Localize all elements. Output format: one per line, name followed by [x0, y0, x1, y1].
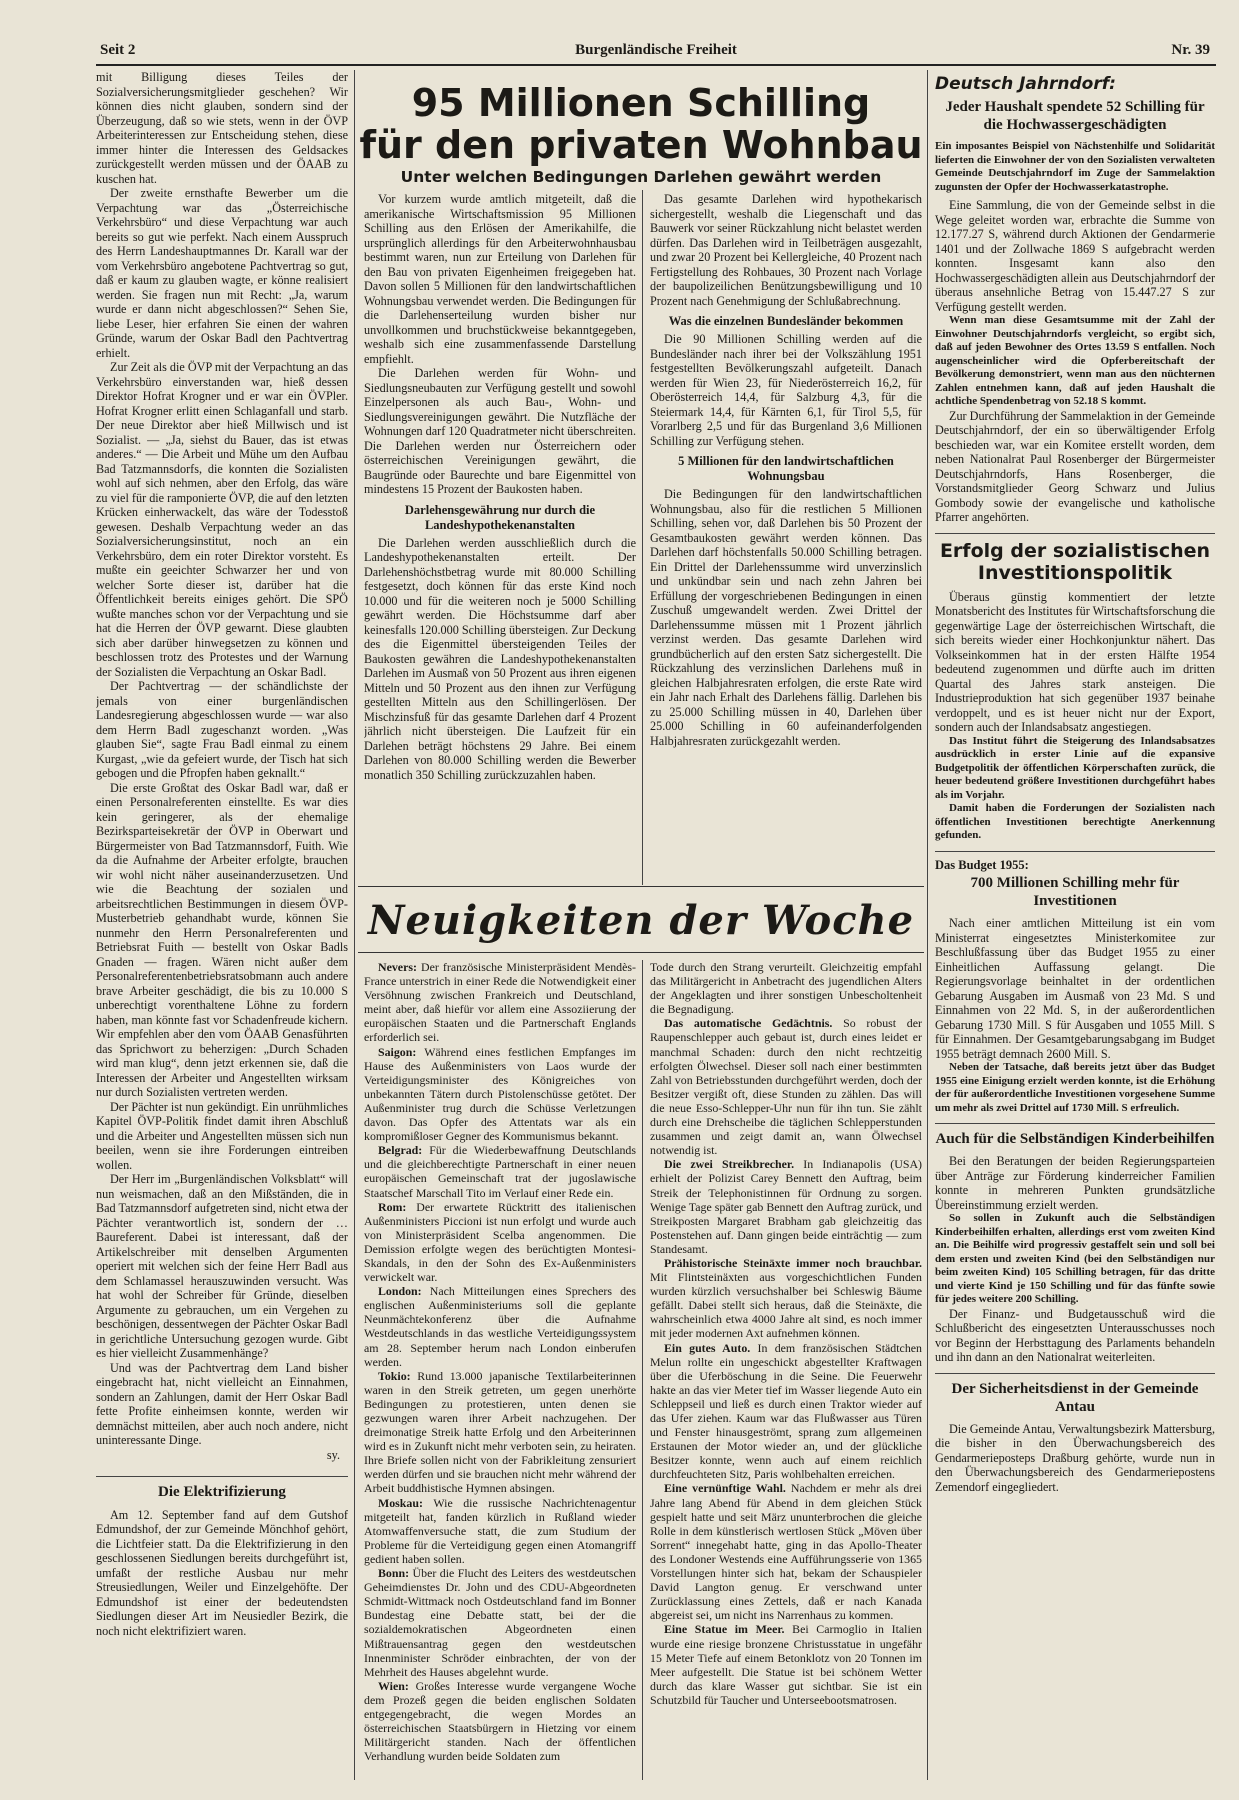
antau-title: Der Sicherheitsdienst in der Gemeinde Antau: [951, 1380, 1199, 1415]
jahrndorf-lead: Ein imposantes Beispiel von Nächstenhilfe und Solidarität lieferten die Einwohner der von den Sozialisten verwalteten Gemeinde Deutschjahrndorf im Zuge der Sammelaktion zugunsten der Opfer der Hochwasserkatastrophe.: [935, 140, 1215, 193]
section-rule: [358, 886, 924, 887]
news-item-text: Nach Mitteilungen eines Sprechers des englischen Außenministeriums soll die geplante Neunmächtekonferenz über die Aufnahme Westdeutschlands in das westliche Verteidigungssystem am 28. September herum nach London einberufen werden.: [364, 1284, 636, 1369]
news-item-text: Bei Carmoglio in Italien wurde eine riesige bronzene Christusstatue in ungefähr 15 Meter Tiefe auf einem Betonklotz von 20 Tonnen im Meer aufgestellt. Die Statue ist bei schönem Wetter durch das klare Wasser gut sichtbar. Sie ist ein Schutzbild für Taucher und Unterseebootsmatrosen.: [650, 1622, 922, 1707]
news-item: [650, 1157, 922, 1256]
column-rule: [354, 70, 355, 1780]
elektrifizierung-text: Am 12. September fand auf dem Gutshof Edmundshof, der zur Gemeinde Mönchhof gehört, die Lichtfeier statt. Da die Elektrifizierung in den geschlossenen Siedlungen bereits durchgeführt ist, umfaßt der restliche Ausbau nur mehr Streusiedlungen, Weiler und Einzelgehöfte. Der Edmundshof ist einer der bedeutendsten Siedlungen dieser Art im Neusiedler Bezirk, die noch nicht elektrifiziert waren.: [96, 1507, 348, 1638]
news-item-lead: Das automatische Gedächtnis.: [664, 1016, 844, 1031]
wohnbau-subheading: Darlehensgewährung nur durch die Landeshypothekenanstalten: [404, 502, 596, 532]
article-paragraph: Nach einer amtlichen Mitteilung ist ein vom Ministerrat eingesetztes Ministerkomitee zur Beschlußfassung über das Budget 1955 zu einer Einheitlichen Auffassung gelangt. Die Regierungsvorlage beinhaltet in der ordentlichen Gebarung Ausgaben im Ausmaß von 23 Md. S und Einnahmen von 22 Md. S, in der außerordentlichen Gebarung 1730 Mill. S für Ausgaben und 1055 Mill. S für Einnahmen. Der Gesamtgebarungsabgang im Budget 1955 beträgt demnach 2600 Mill. S.: [935, 916, 1215, 1061]
news-item-text: Tode durch den Strang verurteilt. Gleichzeitig empfahl das Militärgericht in Anbetracht des jugendlichen Alters der Angeklagten und ihrer sonstigen Unbescholtenheit die Begnadigung.: [650, 960, 922, 1017]
news-item-lead: Eine vernünftige Wahl.: [664, 1481, 791, 1496]
news-item-text: Für die Wiederbewaffnung Deutschlands und die gleichberechtigte Partnerschaft in einer neuen europäischen Gemeinschaft trat der jugoslawische Staatschef Marschall Tito im Verlauf einer Rede ein.: [364, 1143, 636, 1200]
article-paragraph: Der Pächter ist nun gekündigt. Ein unrühmliches Kapitel ÖVP-Politik findet damit ihren Abschluß und die Arbeiter und Angestellten müssen sich nun beeilen, wenn sie ihre Forderungen eintreiben wollen.: [96, 1099, 348, 1172]
wohnbau-column-1: [364, 192, 636, 882]
section-rule: [935, 533, 1215, 534]
neuigkeiten-column-2: [650, 960, 922, 1780]
news-item: [650, 1481, 922, 1622]
article-paragraph: Die 90 Millionen Schilling werden auf die Bundesländer nach ihrer bei der Volkszählung 1951 festgestellten Bevölkerungszahl aufgeteilt. Danach werden für Wien 23, für Niederösterreich 16,2, für Oberösterreich 14,4, für Salzburg 4,3, für die Steiermark 14,4, für Kärnten 6,1, für Tirol 5,5, für Vorarlberg 2,5 und für das Burgenland 3,6 Millionen Schilling zur Verfügung stehen.: [650, 332, 922, 448]
wohnbau-subtitle: Unter welchen Bedingungen Darlehen gewährt werden: [400, 168, 882, 186]
news-item-text: So robust der Raupenschlepper auch gebaut ist, durch eines leidet er manchmal Schaden: durch den nicht rechtzeitig erfolgten Ölwechsel. Dieser soll nach einer bestimmten Zahl von Betriebsstunden durchgeführt werden, doch der Besitzer vergißt oft, diese Stunden zu zählen. Das will die neue Esso-Schlepper-Uhr nun für ihn tun. Sie zählt durch eine Drehscheibe die täglichen Schlepperstunden zusammen und zeigt damit an, wann Ölwechsel notwendig ist.: [650, 1016, 922, 1158]
news-item: [650, 1016, 922, 1157]
page-header: [96, 38, 1216, 64]
erfolg-title: Erfolg der sozialistischen Investitionspolitik: [939, 539, 1211, 584]
neuigkeiten-column-1: [364, 960, 636, 1780]
jahrndorf-kicker: Deutsch Jahrndorf:: [935, 74, 1116, 94]
article-paragraph: Das gesamte Darlehen wird hypothekarisch sichergestellt, weshalb die Liegenschaft und das Bauwerk vor seiner Rückzahlung nicht belastet werden dürfen. Das Darlehen wird in Teilbeträgen ausgezahlt, und zwar 20 Prozent bei Kellergleiche, 40 Prozent nach Fertigstellung des Rohbaues, 30 Prozent nach Vorlage der baupolizeilichen Benützungsbewilligung und 10 Prozent nach Genehmigung der Schlußabrechnung.: [650, 192, 922, 308]
article-paragraph: Neben der Tatsache, daß bereits jetzt über das Budget 1955 eine Einigung erzielt werden konnte, ist die Erhöhung der für außerordentliche Investitionen vorgesehene Summe um mehr als zwei Drittel auf 1730 Mill. S erfreulich.: [935, 1061, 1215, 1114]
news-item-lead: Belgrad:: [378, 1143, 430, 1158]
section-rule: [358, 952, 924, 953]
left-column: [96, 70, 348, 1720]
elektrifizierung-title: Die Elektrifizierung: [158, 1484, 286, 1500]
news-item-text: Während eines festlichen Empfanges im Hause des Außenministers von Laos wurde der Verteidigungsminister des Königreiches von unbekannten Tätern durch Pistolenschüsse getötet. Der Außenminister trug durch die Schüsse Verletzungen davon. Das Opfer des Attentats war als ein kompromißloser Gegner des Kommunismus bekannt.: [364, 1044, 636, 1144]
news-item-text: Der französische Ministerpräsident Mendès-France unterstrich in einer Rede die Notwendigkeit einer Versöhnung zwischen Frankreich und Deutschland, meint aber, daß hiefür vor allem eine Assoziierung der europäischen Staaten und die Partnerschaft Englands erforderlich sei.: [364, 960, 636, 1045]
news-item: [364, 1045, 636, 1144]
right-column: [935, 70, 1215, 1780]
news-item-text: Rund 13.000 japanische Textilarbeiterinnen waren in den Streik getreten, um gegen unerhörte Bedingungen zu protestieren, unten denen sie gezwungen waren ihrer Arbeit nachzugehen. Der dreimonatige Streik hatte Erfolg und den Arbeiterinnen wird es in Zukunft nicht mehr verboten sein, zu heiraten. Ihre Briefe sollen nicht von der Fabrikleitung zensuriert werden dürfen und sie brauchen nicht mehr während der Arbeit buddhistische Hymnen absingen.: [364, 1368, 636, 1496]
article-paragraph: Zur Zeit als die ÖVP mit der Verpachtung an das Verkehrsbüro einverstanden war, hieß dessen Direktor Hofrat Krogner und er war ein ÖVPler. Hofrat Krogner erlitt einen Schlaganfall und starb. Der neue Direktor aber hieß Millwisch und ist Sozialist. — „Ja, siehst du Bauer, das ist etwas anderes.“ — Die Arbeit und Mühe um den Aufbau Bad Tatzmannsdorfs, die konnten die Sozialisten wohl auf sich nehmen, aber den Erfolg, das wäre zu viel für die ramponierte ÖVP, die auf den letzten Krücken einherwackelt, das wäre der Todesstoß gewesen. Deshalb Verpachtung weder an das Sozialversicherungsinstitut, noch an ein Verkehrsbüro, dem ein roter Direktor vorsteht. Es mußte ein geeichter Schwarzer her und von welcher Sorte dieser ist, darüber hat die Öffentlichkeit bereits einiges gehört. Die SPÖ wußte manches schon vor der Verpachtung und sie hat die Herren der ÖVP gewarnt. Diese glaubten sich aber darüber hinwegsetzen zu können und beschlossen trotz des Protestes und der Warnung der Sozialisten die Verpachtung an Oskar Badl.: [96, 360, 348, 679]
news-item-lead: Tokio:: [378, 1368, 418, 1383]
wohnbau-headline-1: 95 Millionen Schilling: [411, 81, 871, 125]
newspaper-name: Burgenländische Freiheit: [575, 42, 737, 58]
news-item: [650, 1256, 922, 1341]
news-item: [364, 1566, 636, 1679]
article-paragraph: Vor kurzem wurde amtlich mitgeteilt, daß die amerikanische Wirtschaftsmission 95 Millionen Schilling aus den Erlösen der Amerikahilfe, die ursprünglich allerdings für den Arbeiterwohnhausbau bestimmt waren, nun zur Erteilung von Darlehen für den Bau von privaten Eigenheimen freigegeben hat. Davon sollen 5 Millionen für den landwirtschaftlichen Wohnungsbau verwendet werden. Die Bedingungen für die Darlehenserteilung wurden bisher nur unvollkommen und bruchstückweise bekanntgegeben, weshalb sich eine zusammenfassende Darstellung empfiehlt.: [364, 192, 636, 366]
article-paragraph: Eine Sammlung, die von der Gemeinde selbst in die Wege geleitet worden war, erbrachte die Summe von 12.177.27 S, während durch Aktionen der Gendarmerie 1401 und der Zollwache 1869 S aufgebracht werden konnten. Insgesamt kann also den Hochwassergeschädigten allein aus Deutschjahrndorf der überaus ansehnliche Betrag von 15.447.27 S zur Verfügung gestellt werden.: [935, 198, 1215, 314]
section-rule: [935, 1373, 1215, 1374]
neuigkeiten-title: Neuigkeiten der Woche: [367, 897, 915, 944]
article-paragraph: Das Institut führt die Steigerung des Inlandsabsatzes ausdrücklich in erster Linie auf die expansive Budgetpolitik der öffentlichen Körperschaften zurück, die heuer bedeutend größere Investitionen durchgeführt habes als im Vorjahr.: [935, 734, 1215, 801]
section-rule: [96, 1476, 348, 1477]
news-item-lead: Die zwei Streikbrecher.: [664, 1157, 804, 1172]
article-paragraph: So sollen in Zukunft auch die Selbständigen Kinderbeihilfen erhalten, allerdings erst vom zweiten Kind an. Die Beihilfe wird progressiv gestaffelt sein und soll bei dem ersten und zweiten Kind (bei den Selbständigen nur beim zweiten Kind) 105 Schilling betragen, für das dritte und vierte Kind je 150 Schilling und für das fünfte sowie für jedes weitere 200 Schilling.: [935, 1212, 1215, 1305]
section-rule: [935, 851, 1215, 852]
news-item-text: Wie die russische Nachrichtenagentur mitgeteilt hat, fanden kürzlich in Rußland wieder Atomwaffenversuche statt, die zum Studium der Probleme für die Verteidigung gegen einen Atomangriff gedient haben sollen.: [364, 1495, 636, 1566]
article-paragraph: Die Darlehen werden für Wohn- und Siedlungsneubauten zur Verfügung gestellt und sowohl Einzelpersonen als auch Bau-, Wohn- und Siedlungsvereinigungen gewährt. Die Nutzfläche der Wohnungen darf 120 Quadratmeter nicht überschreiten. Die Darlehen werden nur Österreichern oder österreichischen Vereinigungen gewährt, die Baugründe oder Baurechte und bare Eigenmittel von mindestens 15 Prozent der Baukosten haben.: [364, 366, 636, 496]
news-item: [364, 1143, 636, 1199]
article-paragraph: Zur Durchführung der Sammelaktion in der Gemeinde Deutschjahrndorf, der ein so überwältigender Erfolg beschieden war, war ein Komitee erstellt worden, dem neben Nationalrat Paul Rosenberger der Bürgermeister Deutschjahrndorfs, Hans Rosenberger, die Vorstandsmitglieder Georg Schwarz und Julius Gombody sowie der evangelische und katholische Pfarrer angehörten.: [935, 408, 1215, 524]
jahrndorf-title: Jeder Haushalt spendete 52 Schilling für die Hochwassergeschädigten: [945, 99, 1205, 133]
news-item-text: Nachdem er mehr als drei Jahre lang Abend für Abend in dem gleichen Stück gespielt hatte und seit März ununterbrochen die gleiche Rolle in dem künstlerisch wertlosen Stück „Möven über Sorrent“ innegehabt hatte, ging in das Apollo-Theater des Londoner Westends eine Aufführungsserie von 1365 Vorstellungen hinter sich hat, bekam der Schauspieler David Langton genug. Er verschwand unter Zurücklassung eines Zettels, daß er nach Kanada abgereist sei, um nicht ins Narrenhaus zu kommen.: [650, 1481, 922, 1623]
article-paragraph: Die erste Großtat des Oskar Badl war, daß er einen Personalreferenten einstellte. Es war dies kein geringerer, als der ehemalige Bezirksparteisekretär der ÖVP in Oberwart und Bürgermeister von Bad Tatzmannsdorf, Fuith. Wie da die Aufnahme der Arbeiter erfolgte, brauchen wir wohl nicht näher auseinanderzusetzen. Und wie die Beachtung der sozialen und arbeitsrechtlichen Bestimmungen in diesem ÖVP-Musterbetrieb gehandhabt wurde, können Sie nunmehr den Herrn Personalreferenten und Betriebsrat Fuith — bestellt von Oskar Badls Gnaden — fragen. Wären nicht außer dem Personalreferentenbetriebsratsobmann auch andere brave Arbeiter geschädigt, die bis zu 10.000 S unberechtigt vorenthaltene Löhne zu fordern haben, man könnte fast vor Schadenfreude kichern. Wir empfehlen aber den vom ÖAAB Genasführten das Sprichwort zu beherzigen: „Durch Schaden wird man klug“, denn jetzt erkennen sie, daß die Interessen der Arbeiter und Angestellten wirksam nur durch Sozialisten vertreten werden.: [96, 780, 348, 1099]
issue-number: Nr. 39: [1171, 42, 1210, 58]
news-item: [364, 1679, 636, 1764]
news-item: [364, 1369, 636, 1496]
news-item-text: Über die Flucht des Leiters des westdeutschen Geheimdienstes Dr. John und des CDU-Abgeordneten Schmidt-Wittmack noch Ostdeutschland fand im Bonner Bundestag eine Debatte statt, bei der die sozialdemokratischen Abgeordneten einen Mißtrauensantrag gegen den westdeutschen Innenminister Schröder einbrachten, der von der Mehrheit des Hauses abgelehnt wurde.: [364, 1566, 636, 1679]
news-item: [650, 1341, 922, 1482]
wohnbau-subheading: 5 Millionen für den landwirtschaftlichen Wohnungsbau: [678, 454, 894, 483]
budget-title: 700 Millionen Schilling mehr für Investitionen: [970, 875, 1180, 909]
article-paragraph: Die Darlehen werden ausschließlich durch die Landeshypothekenanstalten erteilt. Der Darlehenshöchstbetrag wurde mit 80.000 Schilling festgesetzt, doch können für das erste Kind noch 10.000 und für die weiteren noch je 5000 Schilling gewährt werden. Die Höchstsumme darf aber keinesfalls 120.000 Schilling übersteigen. Zur Deckung des die Eigenmittel übersteigenden Teiles der Baukosten gewähren die Landeshypothekenanstalten Darlehen im Ausmaß von 50 Prozent aus ihren eigenen Mitteln und 50 Prozent aus den ihnen zur Verfügung gestellten Mitteln aus den Schillingerlösen. Der Mischzinsfuß für das gesamte Darlehen darf 4 Prozent jährlich nicht übersteigen. Die Laufzeit für ein Darlehen beträgt höchstens 29 Jahre. Bei einem Darlehen von 80.000 Schilling werden die Bewerber monatlich 350 Schilling zurückzuzahlen haben.: [364, 535, 636, 782]
news-item-text: Der erwartete Rücktritt des italienischen Außenministers Piccioni ist nun erfolgt und wurde auch von Ministerpräsident Scelba angenommen. Die Demission erfolgte wegen des berüchtigten Montesi-Skandals, in den der Sohn des Ex-Außenministers verwickelt war.: [364, 1199, 636, 1285]
news-list: [650, 960, 922, 1707]
news-item-lead: Eine Statue im Meer.: [664, 1622, 793, 1637]
article-paragraph: Die Bedingungen für den landwirtschaftlichen Wohnungsbau, also für die restlichen 5 Millionen Schilling, sehen vor, daß Darlehen bis 50 Prozent der Gesamtbaukosten gewährt werden können. Das Darlehen darf höchstenfalls 50.000 Schilling betragen. Ein Drittel der Darlehenssumme wird unverzinslich und unkündbar sein und nach zehn Jahren bei Erfüllung der vorgeschriebenen Bedingungen in einen Zuschuß umgewandelt werden. Zwei Drittel der Darlehenssumme müssen mit 1 Prozent jährlich verzinst werden. Das gesamte Darlehen wird grundbücherlich auf den ersten Satz sichergestellt. Die Rückzahlung des verzinslichen Darlehens muß in gleichen Halbjahresraten erfolgen, die erste Rate wird ein Jahr nach Erhalt des Darlehens fällig. Darlehen bis zu 25.000 Schilling müssen in 40, Darlehen über 25.000 Schilling in 60 aufeinanderfolgenden Halbjahresraten zurückgezahlt werden.: [650, 487, 922, 748]
column-rule: [642, 190, 643, 885]
news-item-lead: Nevers:: [378, 960, 422, 974]
article-paragraph: Und was der Pachtvertrag dem Land bisher eingebracht hat, nicht vielleicht an Einnahmen, sondern an Zahlungen, damit der Herr Oskar Badl fette Profite einheimsen konnte, werden wir demnächst mitteilen, aber auch noch andere, nicht uninteressante Dinge.: [96, 1360, 348, 1447]
column-rule: [642, 960, 643, 1780]
article-paragraph: Der zweite ernsthafte Bewerber um die Verpachtung war das „Österreichische Verkehrsbüro“ und diese Verpachtung war auch bereits so gut wie perfekt. Nach einem Ausspruch des Herrn Landeshauptmannes Dr. Karall war der vom Verkehrsbüro angebotene Pachtvertrag so gut, daß er kaum zu glauben wagte, er könne realisiert werden. Sie fragen nun mit Recht: „Ja, warum wurde er dann nicht abgeschlossen?“ Sehen Sie, liebe Leser, hier erfahren Sie einen der wahren Gründe, warum der Oskar Badl den Pachtvertrag erhielt.: [96, 186, 348, 360]
wohnbau-column-2: [650, 192, 922, 882]
news-item: [364, 960, 636, 1045]
news-item-lead: Saigon:: [378, 1044, 425, 1059]
news-item-lead: Moskau:: [378, 1495, 434, 1510]
news-list: [364, 960, 636, 1763]
news-item: [364, 1200, 636, 1285]
news-item-text: Großes Interesse wurde vergangene Woche dem Prozeß gegen die beiden englischen Soldaten entgegengebracht, die wegen Mordes an österreichischen Staatsbürgern in Hietzing vor einem Militärgericht standen. Nach der öffentlichen Verhandlung wurden beide Soldaten zum: [364, 1678, 636, 1764]
article-paragraph: Bei den Beratungen der beiden Regierungsparteien über Anträge zur Förderung kinderreicher Familien konnte in mehreren Punkten grundsätzliche Übereinstimmung erzielt werden.: [935, 1154, 1215, 1212]
news-item-text: In dem französischen Städtchen Melun rollte ein ungeschickt abgestellter Kraftwagen über die Uferböschung in die Seine. Die Feuerwehr hakte an das vier Meter tief im Wasser liegende Auto ein Schleppseil und ließ es durch einen Traktor wieder auf das Ufer ziehen. Kaum war das Flußwasser aus Türen und Fenster hinausgeströmt, sprang zum allgemeinen Erstaunen der Motor wieder an, und der glückliche Besitzer konnte, wenn auch auf einem reichlich durchfeuchteten Sitz, Paris wohlbehalten erreichen.: [650, 1340, 922, 1482]
article-signature: sy.: [326, 1447, 340, 1462]
news-item: [364, 1496, 636, 1566]
article-paragraph: Die Gemeinde Antau, Verwaltungsbezirk Mattersburg, die bisher in den Überwachungsbereich des Gendarmerieposteps Draßburg gehörte, wurde nun in den Überwachungsbereich des Gendarmeriepostens Zemendorf eingegliedert.: [935, 1421, 1215, 1494]
article-paragraph: mit Billigung dieses Teiles der Sozialversicherungsmitglieder geschehen? Wir können dies nicht glauben, sondern sind der Überzeugung, daß so wie stets, wenn in der ÖVP Arbeiterinteressen zur Entscheidung stehen, diese immer hinter die Interessen des Geldsackes zurückgestellt werden müssen und der ÖAAB zu kuschen hat.: [96, 70, 348, 186]
news-item-lead: Rom:: [378, 1199, 417, 1214]
page-number: Seit 2: [100, 42, 136, 58]
news-item: [650, 960, 922, 1016]
news-item-lead: Prähistorische Steinäxte immer noch brauchbar.: [664, 1255, 922, 1270]
wohnbau-headline-2: für den privaten Wohnbau: [359, 123, 923, 167]
article-paragraph: Damit haben die Forderungen der Sozialisten nach öffentlichen Investitionen berechtigte Anerkennung gefunden.: [935, 802, 1215, 841]
kinder-title: Auch für die Selbständigen Kinderbeihilfen: [935, 1131, 1215, 1147]
article-paragraph: Der Finanz- und Budgetausschuß wird die Schlußbericht des eingesetzten Unterausschusses noch vor Beginn der Herbsttagung des Parlaments behandeln und ihn dann an den Nationalrat weiterleiten.: [935, 1306, 1215, 1364]
news-item-lead: Wien:: [378, 1678, 416, 1693]
news-item: [364, 1284, 636, 1369]
news-item-lead: London:: [378, 1284, 430, 1299]
news-item-text: In Indianapolis (USA) erhielt der Polizist Carey Bennett den Auftrag, beim Streik der Telephonistinnen für Ordnung zu sorgen. Wenige Tage später gab Bennett den Auftrag zurück, und Streikposten Margaret Brabham gab gleichzeitig das Postenstehen auf. Dann gingen beide einträchtig — zum Standesamt.: [650, 1157, 922, 1256]
header-rule: [96, 64, 1216, 66]
section-rule: [935, 1123, 1215, 1124]
news-item-lead: Ein gutes Auto.: [664, 1340, 758, 1355]
news-item-lead: Bonn:: [378, 1566, 413, 1581]
article-paragraph: Der Pachtvertrag — der schändlichste der jemals von einer burgenländischen Landesregierung abgeschlossen wurde — war also dem Herrn Badl zugeschanzt worden. „Was glauben Sie“, sagte Frau Badl einmal zu einem Kurgast, „wie da gefeiert wurde, der Tisch hat sich gebogen und die Pfropfen haben geknallt.“: [96, 679, 348, 780]
article-paragraph: Überaus günstig kommentiert der letzte Monatsbericht des Institutes für Wirtschaftsforschung die gegenwärtige Lage der österreichischen Wirtschaft, die sich bereits wieder einer Hochkonjunktur nähert. Das Volkseinkommen hat in der ersten Hälfte 1954 bedeutend zugenommen und dürfte auch im dritten Quartal des Jahres stark ansteigen. Die Industrieproduktion hat sich gegenüber 1937 beinahe verdoppelt, und es ist heuer nicht nur der Export, sondern auch der Inlandsabsatz angestiegen.: [935, 589, 1215, 734]
wohnbau-subheading: Was die einzelnen Bundesländer bekommen: [668, 314, 904, 328]
article-paragraph: Der Herr im „Burgenländischen Volksblatt“ will nun weismachen, daß an den Mißständen, die in Bad Tatzmannsdorf aufgetreten sind, nicht etwa der Pächter verantwortlich ist, sondern der … Baureferent. Dabei ist interessant, daß der Artikelschreiber mit denselben Argumenten operiert mit welchen sich der feine Herr Badl aus dem Schlamassel herauszuwinden versucht. Was hat wohl der Schreiber für Gründe, dieselben Argumente zu gebrauchen, um ein Vergehen zu beschönigen, dessentwegen der Pächter Oskar Badl in gerichtliche Untersuchung gezogen wurde. Gibt es hier vielleicht Zusammenhänge?: [96, 1172, 348, 1360]
column-rule: [927, 70, 928, 1780]
news-item-text: Mit Flintsteinäxten aus vorgeschichtlichen Funden wurden kürzlich versuchshalber bei Schleswig Bäume gefällt. Dabei stellt sich heraus, daß die Steinäxte, die wahrscheinlich etwa 4000 Jahre alt sind, es noch immer mit jeder modernen Axt aufnehmen können.: [650, 1270, 922, 1341]
article-paragraph: Wenn man diese Gesamtsumme mit der Zahl der Einwohner Deutschjahrndorfs vergleicht, so ergibt sich, daß auf jeden Bewohner des Ortes 13.59 S entfallen. Noch augenscheinlicher wird die Opferbereitschaft der Bevölkerung demonstriert, wenn man aus den nüchternen Zahlen entnehmen kann, daß auf jeden Haushalt die achtliche Spendenbetrag von 52.18 S kommt.: [935, 314, 1215, 407]
budget-kicker: Das Budget 1955:: [935, 857, 1029, 872]
news-item: [650, 1622, 922, 1707]
